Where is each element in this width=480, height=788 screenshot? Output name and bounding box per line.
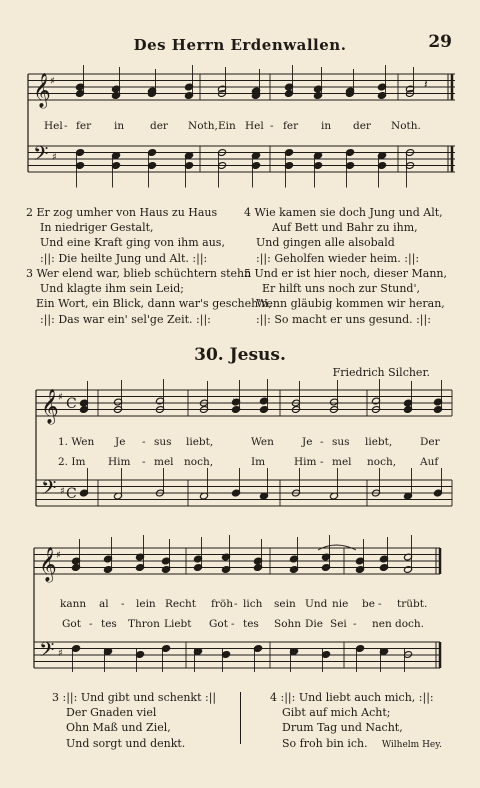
hymn-b-verse-3	[52, 690, 216, 751]
page-number: 29	[428, 32, 452, 52]
lyric-syllable: der	[353, 120, 371, 132]
verse-line: Drum Tag und Nacht,	[282, 721, 403, 735]
treble-clef: 𝄞	[41, 389, 59, 424]
key-signature-sharp: ♯	[50, 76, 55, 87]
lyric-syllable: Der	[420, 436, 440, 448]
verse-line: Der Gnaden viel	[66, 706, 157, 720]
verse-line: Und klagte ihm sein Leid;	[40, 282, 184, 296]
verse-line: So froh bin ich.	[282, 736, 368, 750]
lyric-syllable: mel	[332, 456, 352, 468]
lyric-syllable: -	[142, 456, 146, 468]
lyric-syllable: nie	[332, 598, 349, 610]
rest: 𝄽	[232, 395, 236, 409]
verse-line: Und sorgt und denkt.	[66, 736, 186, 750]
lyric-syllable: in	[321, 120, 332, 132]
lyric-syllable: Liebt	[164, 618, 192, 630]
verse-line: 4 :||: Und liebt auch mich, :||:	[270, 691, 434, 704]
author: Wilhelm Hey.	[381, 740, 442, 750]
lyric-syllable: -	[231, 618, 235, 630]
lyric-syllable: Die	[305, 618, 323, 630]
verse-line: Und eine Kraft ging von ihm aus,	[40, 236, 225, 250]
lyric-syllable: liebt,	[365, 436, 393, 448]
lyric-syllable: tes	[101, 618, 117, 630]
lyric-syllable: -	[142, 436, 146, 448]
verse-line: 3 Wer elend war, blieb schüchtern stehn	[26, 267, 252, 280]
treble-clef: 𝄞	[33, 73, 51, 108]
lyric-syllable: Im	[251, 456, 266, 468]
verse-line: :||: So macht er uns gesund. :||:	[256, 312, 431, 326]
lyric-syllable: Je	[115, 436, 126, 448]
lyric-syllable: lein	[136, 598, 156, 610]
hymn-a-verse-2	[26, 205, 225, 266]
lyric-syllable: liebt,	[186, 436, 214, 448]
lyric-syllable: fer	[76, 120, 92, 132]
hymn-a-verse-4	[244, 205, 443, 266]
lyric-syllable: -	[270, 120, 274, 132]
lyric-syllable: Hel	[245, 120, 264, 132]
lyric-syllable: Thron	[128, 618, 160, 630]
lyric-syllable: sus	[154, 436, 172, 448]
verse-line: Er hilft uns noch zur Stund',	[262, 282, 420, 296]
lyric-syllable: nen	[372, 618, 392, 630]
lyric-syllable: Noth,	[188, 120, 218, 132]
bass-clef: 𝄢	[41, 476, 57, 504]
lyric-syllable: der	[150, 120, 168, 132]
time-signature: C	[66, 486, 77, 502]
verse-line: 3 :||: Und gibt und schenkt :||	[52, 691, 217, 704]
lyric-syllable: -	[234, 598, 238, 610]
verse-line: Auf Bett und Bahr zu ihm,	[272, 221, 418, 235]
verse-line: :||: Geholfen wieder heim. :||:	[256, 251, 420, 265]
lyric-syllable: trübt.	[397, 598, 428, 610]
verse-line: Ein Wort, ein Blick, dann war's gescheh'n,	[36, 297, 272, 311]
verse-line: 5 Und er ist hier noch, dieser Mann,	[244, 267, 448, 280]
lyric-syllable: tes	[243, 618, 259, 630]
lyric-syllable: -	[121, 598, 125, 610]
verse-line: In niedriger Gestalt,	[40, 221, 154, 235]
lyric-syllable: -	[320, 456, 324, 468]
lyric-syllable: 2. Im	[58, 456, 86, 468]
lyric-syllable: Und	[305, 598, 328, 610]
lyric-syllable: sus	[332, 436, 350, 448]
lyric-syllable: lich	[243, 598, 263, 610]
lyric-syllable: Auf	[420, 456, 439, 468]
lyric-syllable: Je	[302, 436, 313, 448]
lyric-syllable: doch.	[395, 618, 425, 630]
key-signature-sharp: ♯	[60, 486, 65, 497]
hymn-a-verse-3	[26, 266, 272, 327]
lyric-syllable: mel	[154, 456, 174, 468]
song-heading	[0, 345, 480, 365]
hymn-a-verse-5	[244, 266, 447, 327]
lyric-syllable: be	[362, 598, 375, 610]
time-signature: C	[66, 396, 77, 412]
lyric-syllable: kann	[60, 598, 87, 610]
bass-clef: 𝄢	[33, 142, 49, 170]
treble-clef: 𝄞	[39, 547, 57, 582]
lyric-syllable: Ein	[218, 120, 236, 132]
verse-divider	[240, 692, 241, 744]
key-signature-sharp: ♯	[56, 550, 61, 561]
verse-line: :||: Das war ein' sel'ge Zeit. :||:	[40, 312, 211, 326]
lyric-syllable: Recht	[165, 598, 196, 610]
lyric-syllable: in	[114, 120, 125, 132]
lyric-syllable: Noth.	[391, 120, 421, 132]
lyric-syllable: sein	[274, 598, 296, 610]
verse-line: Gibt auf mich Acht;	[282, 706, 391, 720]
lyric-syllable: -	[89, 618, 93, 630]
lyric-syllable: -	[353, 618, 357, 630]
verse-line: Und gingen alle alsobald	[256, 236, 395, 250]
lyric-syllable: -	[378, 598, 382, 610]
verse-line: 2 Er zog umher von Haus zu Haus	[26, 206, 218, 219]
lyric-syllable: al	[99, 598, 109, 610]
song-title: Jesus.	[229, 345, 286, 365]
key-signature-sharp: ♯	[58, 392, 63, 403]
lyric-syllable: Got	[62, 618, 81, 630]
verse-line: Ohn Maß und Ziel,	[66, 721, 171, 735]
bass-clef: 𝄢	[39, 638, 55, 666]
slur	[318, 545, 356, 550]
page-title: Des Herrn Erdenwallen.	[133, 36, 347, 54]
verse-line: 4 Wie kamen sie doch Jung und Alt,	[244, 206, 443, 219]
lyric-syllable: Wen	[251, 436, 274, 448]
verse-line: Wenn gläubig kommen wir heran,	[256, 297, 445, 311]
lyric-syllable: Him	[108, 456, 131, 468]
lyric-syllable: Sei	[330, 618, 347, 630]
lyric-syllable: Him	[294, 456, 317, 468]
song-number: 30.	[194, 345, 224, 365]
lyric-syllable: fröh	[211, 598, 233, 610]
lyric-syllable: -	[64, 120, 68, 132]
key-signature-sharp: ♯	[58, 648, 63, 659]
lyric-syllable: fer	[283, 120, 299, 132]
verse-line: :||: Die heilte Jung und Alt. :||:	[40, 251, 208, 265]
composer: Friedrich Silcher.	[332, 366, 430, 379]
lyric-syllable: noch,	[184, 456, 214, 468]
lyric-syllable: 1. Wen	[58, 436, 95, 448]
key-signature-sharp: ♯	[52, 152, 57, 163]
lyric-syllable: -	[320, 436, 324, 448]
lyric-syllable: Got	[209, 618, 228, 630]
lyric-syllable: Sohn	[274, 618, 302, 630]
lyric-syllable: noch,	[367, 456, 397, 468]
rest: 𝄽	[424, 77, 428, 91]
lyric-syllable: Hel	[44, 120, 63, 132]
